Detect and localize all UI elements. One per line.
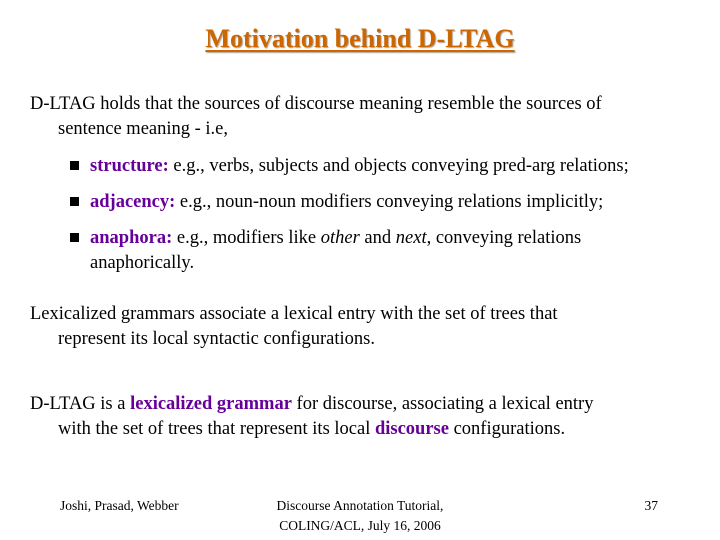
footer-event-line-2: COLING/ACL, July 16, 2006 xyxy=(279,518,441,533)
bullet-text-structure: e.g., verbs, subjects and objects conveying pred-arg relations; xyxy=(168,156,629,176)
bullet-structure-text xyxy=(70,154,690,179)
bullet-em-next: next xyxy=(395,228,427,248)
intro-line-1: D-LTAG holds that the sources of discourse meaning resemble the sources of xyxy=(30,94,602,114)
bullet-term-adjacency: adjacency: xyxy=(90,192,176,212)
bullet-text-adjacency: e.g., noun-noun modifiers conveying relations implicitly; xyxy=(175,192,604,212)
bullet-adjacency-text xyxy=(70,190,690,215)
footer-authors: Joshi, Prasad, Webber xyxy=(60,498,179,513)
bullet-em-other: other xyxy=(320,228,360,248)
bullet-adjacency xyxy=(70,190,690,215)
para2-line-2: represent its local syntactic configurations. xyxy=(58,329,375,349)
para3-line2-part2: configurations. xyxy=(448,419,566,439)
bullet-structure xyxy=(70,154,690,179)
intro-paragraph xyxy=(30,92,690,142)
para3-part2: for discourse, associating a lexical entry xyxy=(291,394,594,414)
bullet-text-anaphora-mid: and xyxy=(359,228,396,248)
intro-line-2: sentence meaning - i.e, xyxy=(58,119,229,139)
bullet-term-anaphora: anaphora: xyxy=(90,228,173,248)
para3-line-2 xyxy=(30,417,690,442)
bullet-text-anaphora-line2: anaphorically. xyxy=(90,253,195,273)
footer-event xyxy=(230,496,490,536)
highlight-discourse: discourse xyxy=(374,419,449,439)
para3-part1: D-LTAG is a xyxy=(30,394,131,414)
bullet-term-structure: structure: xyxy=(90,156,169,176)
para3-line2-part1: with the set of trees that represent its local xyxy=(58,419,375,439)
dltag-definition-paragraph xyxy=(30,392,690,442)
bullet-text-anaphora-after: , conveying relations xyxy=(426,228,582,248)
square-bullet-icon xyxy=(70,161,79,170)
para3-line-1 xyxy=(30,394,593,414)
lexicalized-grammars-paragraph xyxy=(30,302,690,352)
footer-page-number: 37 xyxy=(644,498,658,513)
bullet-anaphora-text xyxy=(70,226,690,276)
bullet-anaphora xyxy=(70,226,690,276)
para2-line-1: Lexicalized grammars associate a lexical entry with the set of trees that xyxy=(30,304,558,324)
slide-title: Motivation behind D-LTAG xyxy=(205,24,515,53)
footer-event-line-1: Discourse Annotation Tutorial, xyxy=(276,498,444,513)
square-bullet-icon xyxy=(70,197,79,206)
highlight-lexicalized-grammar: lexicalized grammar xyxy=(130,394,292,414)
square-bullet-icon xyxy=(70,233,79,242)
bullet-text-anaphora-before: e.g., modifiers like xyxy=(172,228,321,248)
